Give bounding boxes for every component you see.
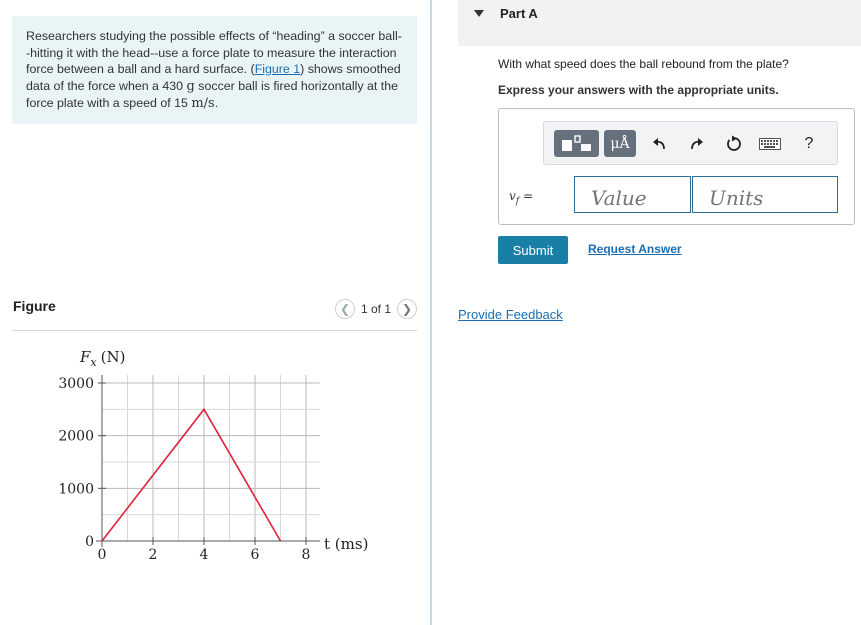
y-tick-label: 1000 (58, 481, 94, 498)
chevron-left-icon[interactable]: ❮ (335, 299, 355, 319)
submit-button[interactable]: Submit (498, 236, 568, 264)
x-tick-label: 0 (97, 547, 107, 563)
x-tick-label: 8 (301, 547, 311, 563)
y-tick-label: 3000 (58, 376, 94, 392)
collapse-triangle-icon[interactable] (474, 10, 484, 17)
force-series-line (102, 409, 281, 541)
value-input[interactable] (574, 176, 691, 213)
request-answer-link[interactable]: Request Answer (588, 242, 682, 256)
pager-text: 1 of 1 (360, 302, 391, 316)
units-button[interactable] (604, 130, 636, 157)
x-tick-label: 2 (148, 547, 158, 563)
mass-unit: g (186, 78, 195, 94)
variable-label: $v_f$ = (509, 189, 534, 207)
y-tick-label: 0 (85, 534, 94, 550)
units-label: μÅ (610, 135, 630, 152)
reset-icon[interactable] (722, 130, 746, 157)
problem-text: Researchers studying the possible effects of “heading” a soccer ball--hitting it with the head--use a force plate to measure the interaction force between a ball and a hard surface. ( (26, 29, 402, 76)
answer-box (498, 108, 855, 225)
problem-text: . (214, 96, 219, 110)
help-label: ? (804, 134, 814, 152)
problem-text: ) shows smoothed data of the force when a 430 (26, 62, 401, 93)
provide-feedback-link[interactable]: Provide Feedback (458, 307, 563, 322)
y-axis-label: $F_x$ (N) (80, 348, 126, 369)
chevron-right-icon[interactable]: ❯ (397, 299, 417, 319)
part-label: Part A (500, 6, 538, 21)
figure-header (12, 298, 417, 331)
x-tick-label: 6 (250, 547, 260, 563)
x-tick-label: 4 (199, 547, 209, 563)
help-button[interactable] (799, 130, 819, 157)
units-input[interactable] (692, 176, 838, 213)
part-a-header[interactable] (458, 0, 861, 46)
y-tick-label: 2000 (58, 428, 94, 445)
figure-title: Figure (13, 298, 56, 314)
problem-statement (12, 16, 417, 124)
figure-link[interactable]: Figure 1 (254, 62, 301, 76)
template-icon[interactable] (554, 130, 599, 157)
template-glyph (559, 134, 595, 154)
math-toolbar (543, 121, 838, 165)
figure-pager (335, 299, 417, 319)
problem-text: soccer ball is fired horizontally at the force plate with a speed of 15 (26, 78, 399, 110)
force-time-chart (0, 330, 430, 580)
undo-icon[interactable] (648, 130, 670, 157)
x-axis-label: t (ms) (324, 535, 369, 553)
keyboard-icon[interactable] (757, 130, 783, 157)
speed-unit: m/s (191, 96, 215, 111)
instruction-text: Express your answers with the appropriate units. (498, 83, 779, 97)
redo-icon[interactable] (686, 130, 708, 157)
question-text: With what speed does the ball rebound from the plate? (498, 57, 789, 71)
panel-divider (430, 0, 432, 625)
